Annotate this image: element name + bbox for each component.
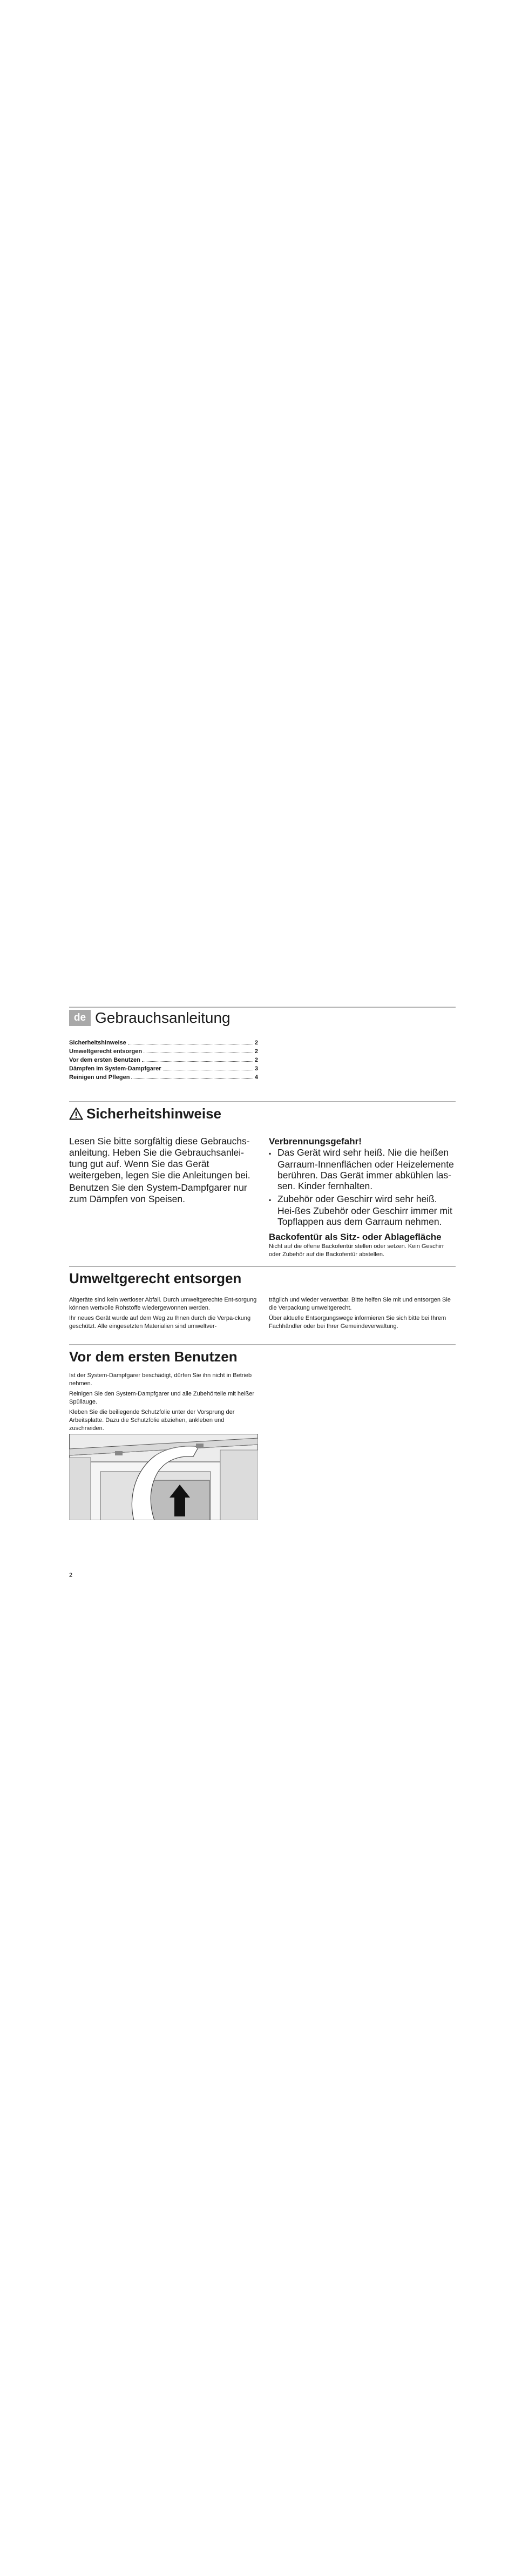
safety-warnings [269, 1136, 456, 1259]
safety-intro-paragraph: Benutzen Sie den System-Dampfgarer nur zum Dämpfen von Speisen. [69, 1182, 247, 1204]
disposal-paragraph: Ihr neues Gerät wurde auf dem Weg zu Ihnen durch die Verpa-ckung geschützt. Alle eingesetzten Materialien sind umweltver- [69, 1315, 251, 1330]
disposal-section-rule [69, 1266, 456, 1267]
toc-entry[interactable]: Dämpfen im System-Dampfgarer 3 [69, 1066, 258, 1072]
burn-hazard-bullet: ▪ Zubehör oder Geschirr wird sehr heiß. Hei-ßes Zubehör oder Geschirr immer mit Topflappen aus dem Garraum nehmen. [269, 1193, 456, 1227]
first-use-text [69, 1372, 258, 1435]
safety-heading: Sicherheitshinweise [86, 1105, 221, 1122]
document-title: Gebrauchsanleitung [95, 1009, 231, 1026]
disposal-heading: Umweltgerecht entsorgen [69, 1270, 242, 1286]
safety-section-rule [69, 1101, 456, 1102]
safety-intro-paragraph: Lesen Sie bitte sorgfältig diese Gebrauchs-anleitung. Heben Sie die Gebrauchsanlei-tung gut auf. Wenn Sie das Gerät weitergeben, legen Sie die Anleitungen bei. [69, 1136, 250, 1181]
toc-entry[interactable]: Umweltgerecht entsorgen 2 [69, 1048, 258, 1055]
burn-hazard-bullet: ▪ Das Gerät wird sehr heiß. Nie die heißen Garraum-Innenflächen oder Heizelemente berühren. Das Gerät immer abkühlen las-sen. Kinder fernhalten. [269, 1147, 456, 1191]
oven-door-heading: Backofentür als Sitz- oder Ablagefläche [269, 1232, 442, 1242]
burn-hazard-heading: Verbrennungsgefahr! [269, 1136, 362, 1147]
language-badge: de [69, 1010, 91, 1026]
table-of-contents [69, 1040, 258, 1083]
title-top-rule [69, 1007, 456, 1008]
disposal-paragraph: Altgeräte sind kein wertloser Abfall. Durch umweltgerechte Ent-sorgung können wertvolle Rohstoffe wiedergewonnen werden. [69, 1297, 257, 1311]
safety-intro [69, 1136, 258, 1206]
disposal-paragraph: träglich und wieder verwertbar. Bitte helfen Sie mit und entsorgen Sie die Verpackung umweltgerecht. [269, 1297, 451, 1311]
oven-door-text: Nicht auf die offene Backofentür stellen oder setzen. Kein Geschirr oder Zubehör auf die Backofentür abstellen. [269, 1243, 444, 1258]
first-use-section-rule [69, 1344, 456, 1345]
first-use-paragraph: Kleben Sie die beiliegende Schutzfolie unter der Vorsprung der Arbeitsplatte. Dazu die Schutzfolie abziehen, ankleben und zuschneiden. [69, 1409, 235, 1432]
toc-entry[interactable]: Vor dem ersten Benutzen 2 [69, 1057, 258, 1063]
protective-film-illustration [69, 1434, 258, 1520]
disposal-right-column [269, 1296, 456, 1333]
toc-entry[interactable]: Sicherheitshinweise 2 [69, 1040, 258, 1046]
warning-triangle-icon [69, 1107, 83, 1120]
disposal-paragraph: Über aktuelle Entsorgungswege informieren Sie sich bitte bei Ihrem Fachhändler oder bei Ihrer Gemeindeverwaltung. [269, 1315, 446, 1330]
first-use-paragraph: Reinigen Sie den System-Dampfgarer und alle Zubehörteile mit heißer Spüllauge. [69, 1391, 255, 1405]
page-number: 2 [69, 1572, 73, 1579]
first-use-paragraph: Ist der System-Dampfgarer beschädigt, dürfen Sie ihn nicht in Betrieb nehmen. [69, 1372, 252, 1387]
disposal-left-column [69, 1296, 258, 1333]
toc-entry[interactable]: Reinigen und Pflegen 4 [69, 1074, 258, 1081]
first-use-heading: Vor dem ersten Benutzen [69, 1348, 238, 1365]
